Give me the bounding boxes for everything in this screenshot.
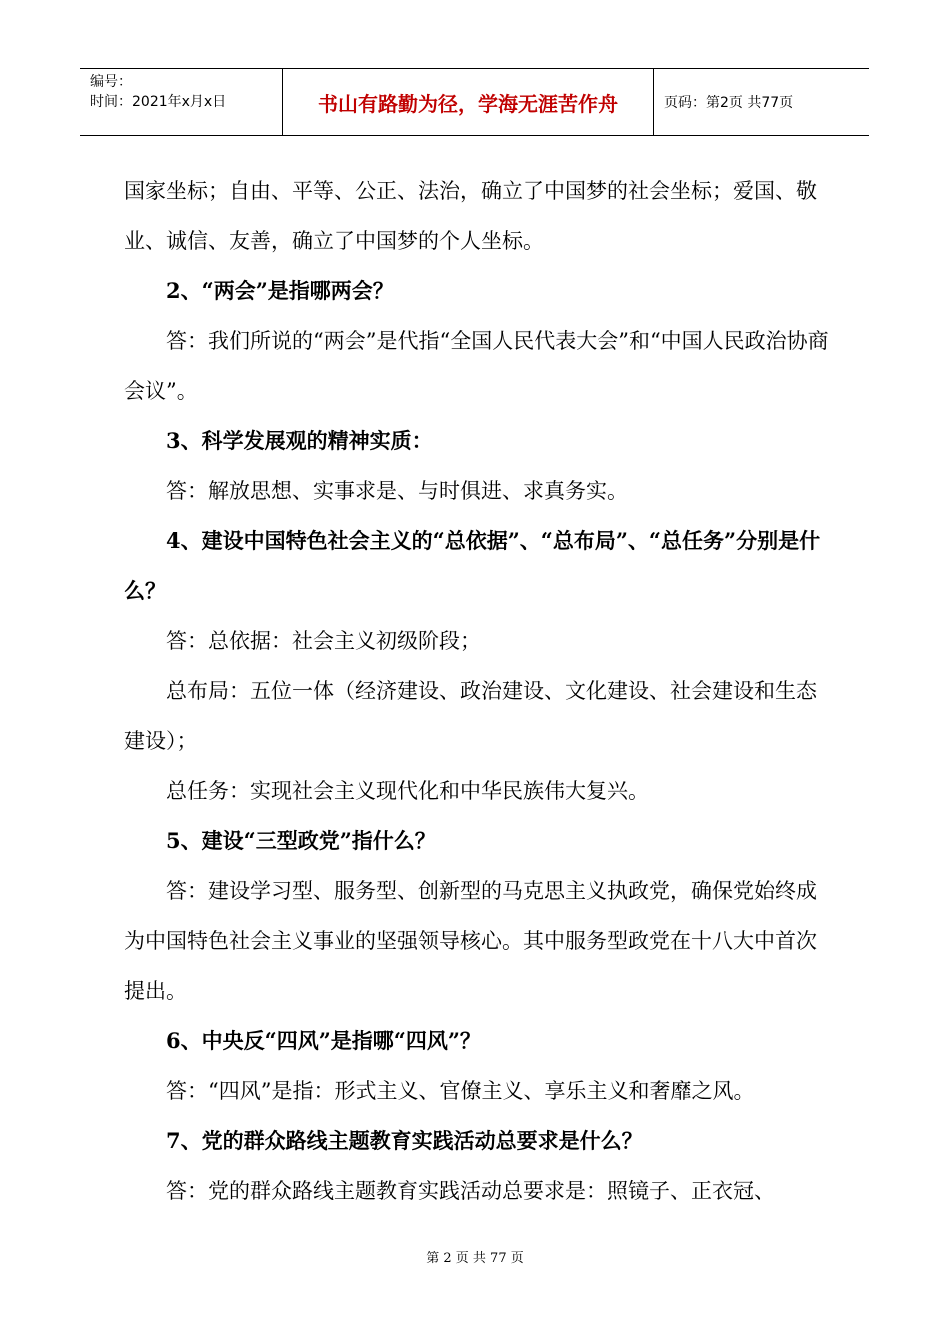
header-left-cell [80, 69, 283, 135]
question-6: 6、中央反“四风”是指哪“四风”？ [166, 1028, 481, 1053]
header-motto: 书山有路勤为径，学海无涯苦作舟 [283, 69, 654, 135]
answer-2: 答：我们所说的“两会”是代指“全国人民代表大会”和“中国人民政治协商会议”。 [124, 329, 829, 403]
paragraph-1: 国家坐标；自由、平等、公正、法治，确立了中国梦的社会坐标；爱国、敬业、诚信、友善，确立了中国梦的个人坐标。 [124, 179, 817, 253]
document-body [124, 166, 830, 1216]
answer-6: 答：“四风”是指：形式主义、官僚主义、享乐主义和奢靡之风。 [166, 1079, 755, 1103]
header-page-info: 页码：第2页 共77页 [664, 95, 794, 111]
page-footer: 第 2 页 共 77 页 [426, 1251, 524, 1266]
number-label: 编号： [90, 74, 132, 90]
question-5: 5、建设“三型政党”指什么？ [166, 828, 436, 853]
answer-4-line-1: 答：总依据：社会主义初级阶段； [166, 629, 481, 653]
answer-4-line-3: 总任务：实现社会主义现代化和中华民族伟大复兴。 [166, 779, 649, 803]
question-7: 7、党的群众路线主题教育实践活动总要求是什么？ [166, 1128, 643, 1153]
header-table [80, 68, 869, 136]
question-2: 2、“两会”是指哪两会？ [166, 278, 394, 303]
answer-5: 答：建设学习型、服务型、创新型的马克思主义执政党，确保党始终成为中国特色社会主义事业的坚强领导核心。其中服务型政党在十八大中首次提出。 [124, 879, 817, 1003]
answer-7: 答：党的群众路线主题教育实践活动总要求是：照镜子、正衣冠、 [166, 1179, 775, 1203]
time-label: 时间：2021年x月x日 [90, 94, 227, 110]
answer-4-line-2: 总布局：五位一体（经济建设、政治建设、文化建设、社会建设和生态建设）； [124, 679, 817, 753]
question-3: 3、科学发展观的精神实质： [166, 428, 433, 453]
question-4: 4、建设中国特色社会主义的“总依据”、“总布局”、“总任务”分别是什么？ [124, 528, 821, 603]
answer-3: 答：解放思想、实事求是、与时俱进、求真务实。 [166, 479, 628, 503]
